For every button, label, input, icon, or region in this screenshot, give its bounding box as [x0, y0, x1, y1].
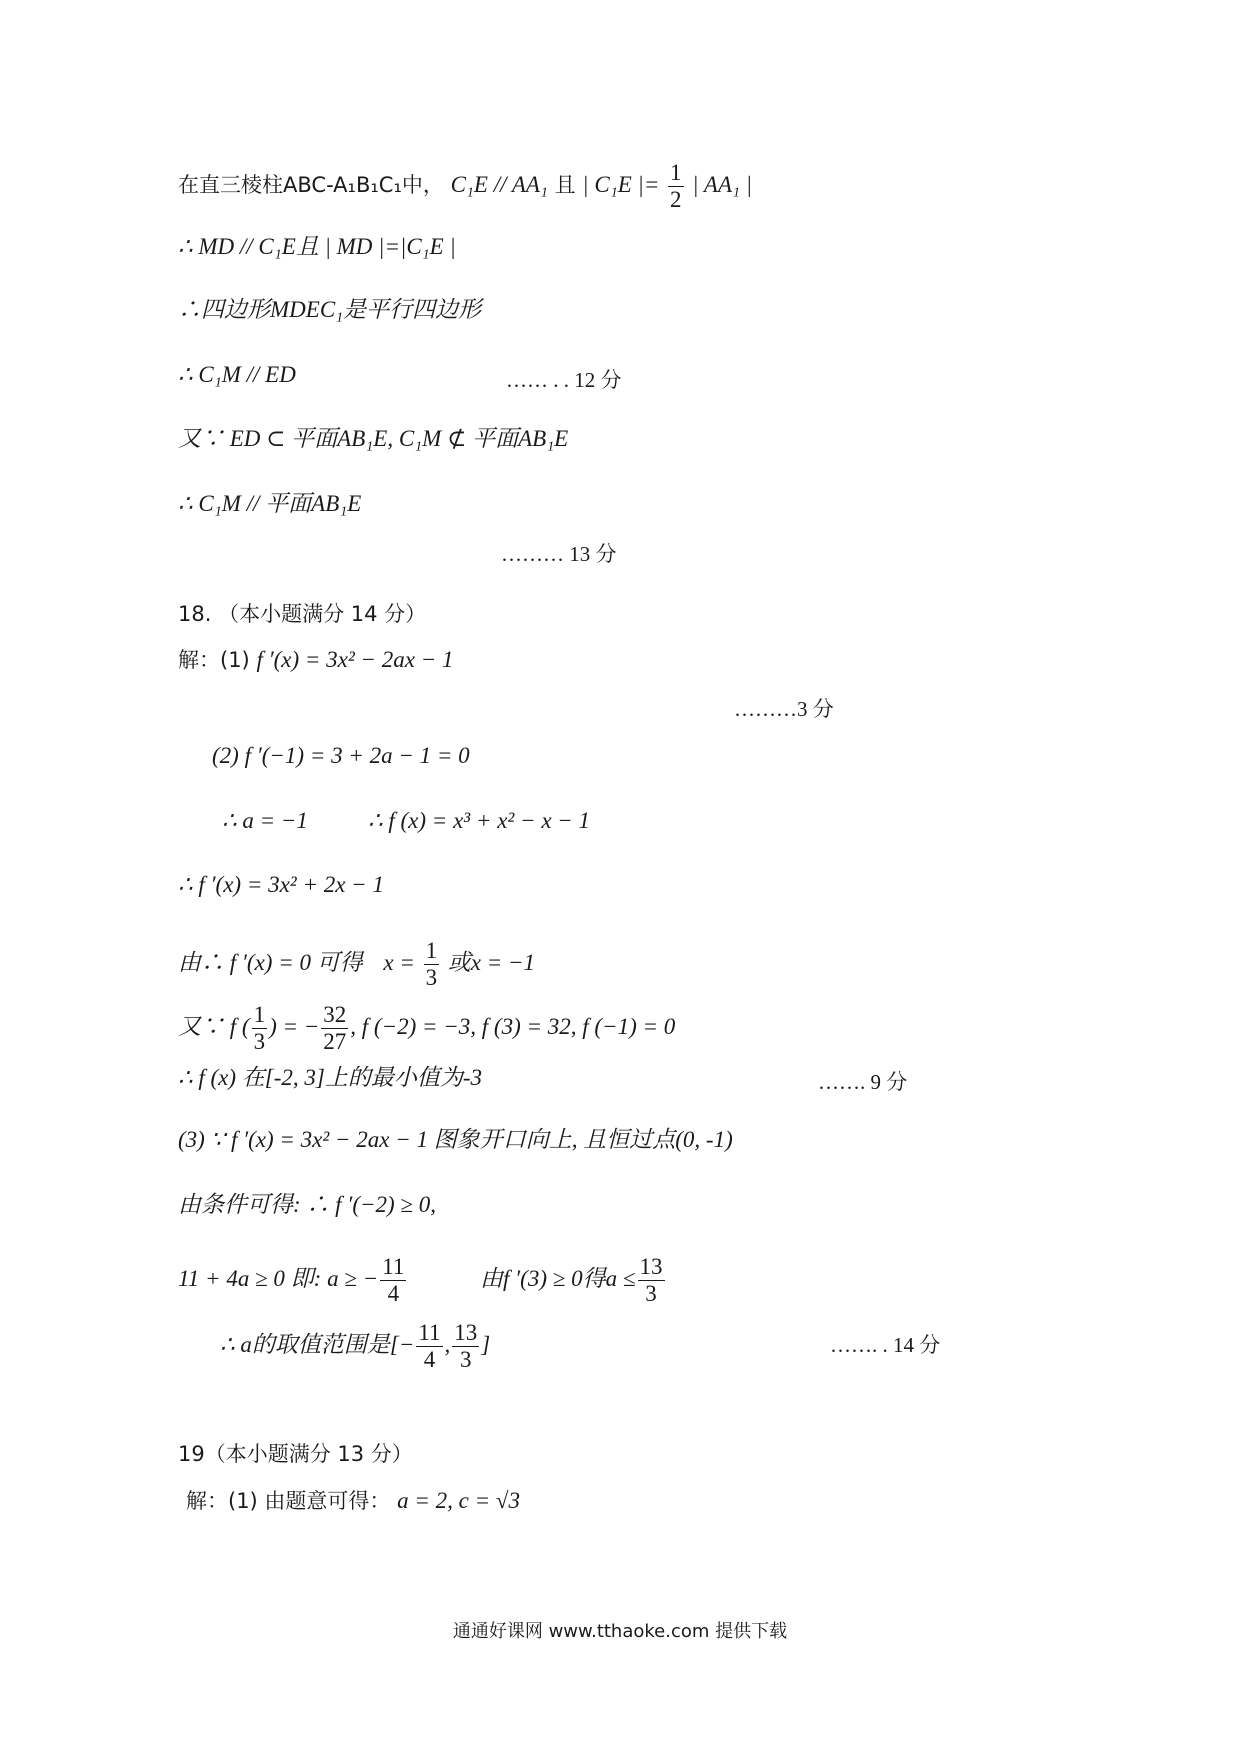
fraction-numerator: 13 — [454, 1320, 478, 1345]
text-line — [480, 1254, 667, 1307]
score-marker: …… . . 12 分 — [506, 368, 622, 392]
math-expression: ∴ f (x) = x³ + x² − x − 1 — [368, 808, 591, 833]
math-expression: | C₁E |= — [582, 172, 660, 197]
fraction — [424, 938, 440, 991]
text-line — [220, 1320, 490, 1373]
fraction — [252, 1002, 268, 1055]
text-line — [222, 806, 308, 836]
fraction-numerator: 11 — [418, 1320, 441, 1345]
math-line: ∴ f ′(x) = 3x² + 2x − 1 — [178, 872, 384, 897]
math-expression: f ′(x) = 3x² − 2ax − 1 — [256, 647, 454, 672]
fraction-denominator: 27 — [323, 1029, 347, 1054]
fraction-denominator: 3 — [645, 1281, 657, 1306]
math-line: 又∵ ED ⊂ 平面AB₁E, C₁M ⊄ 平面AB₁E — [178, 426, 569, 451]
fraction-denominator: 4 — [423, 1347, 436, 1372]
fraction-denominator: 3 — [253, 1029, 266, 1054]
math-expression: 由f ′(3) ≥ 0得a ≤ — [480, 1266, 636, 1291]
fraction-denominator: 4 — [387, 1281, 400, 1306]
page-footer: 通通好课网 www.tthaoke.com 提供下载 — [452, 1621, 788, 1642]
text-line — [178, 938, 535, 991]
math-expression: C₁E // AA₁ — [450, 172, 548, 197]
text-line — [178, 1002, 675, 1055]
math-expression: ) = − — [269, 1014, 320, 1039]
fraction-numerator: 32 — [323, 1002, 347, 1027]
math-expression: x = — [383, 950, 415, 975]
question-heading: 19（本小题满分 13 分） — [178, 1442, 413, 1466]
fraction-denominator: 3 — [460, 1347, 472, 1372]
question-heading: 18. （本小题满分 14 分） — [178, 602, 427, 626]
math-expression: 或x = −1 — [447, 950, 536, 975]
math-line: (2) f ′(−1) = 3 + 2a − 1 = 0 — [212, 743, 470, 768]
math-expression: , — [444, 1332, 451, 1357]
math-expression: 11 + 4a ≥ 0 即: a ≥ − — [178, 1266, 379, 1291]
fraction-numerator: 13 — [639, 1254, 663, 1279]
text-segment: 且 — [554, 173, 576, 197]
math-expression: , f (−2) = −3, f (3) = 32, f (−1) = 0 — [350, 1014, 676, 1039]
fraction — [321, 1002, 348, 1055]
fraction-numerator: 1 — [425, 938, 438, 963]
math-expression: | AA₁ | — [692, 172, 753, 197]
math-expression: 由∴ f ′(x) = 0 可得 — [178, 950, 363, 975]
fraction-denominator: 3 — [425, 965, 438, 990]
score-marker: ……… 13 分 — [501, 542, 617, 566]
fraction-denominator: 2 — [670, 187, 682, 212]
fraction-numerator: 11 — [382, 1254, 405, 1279]
text-segment: 解：(1) — [178, 648, 250, 672]
score-marker: ……. . 14 分 — [830, 1333, 941, 1357]
math-expression: ∴ a的取值范围是[− — [220, 1332, 415, 1357]
text-line — [368, 806, 590, 836]
math-line: ∴四边形MDEC₁是平行四边形 — [178, 297, 482, 322]
math-expression: 又∵ f ( — [178, 1014, 250, 1039]
text-segment: 在直三棱柱ABC-A₁B₁C₁中， — [178, 173, 444, 197]
fraction — [380, 1254, 406, 1307]
fraction — [638, 1254, 665, 1307]
text-line — [178, 645, 454, 675]
fraction-numerator: 1 — [670, 160, 682, 185]
text-line — [186, 1486, 520, 1516]
text-line — [178, 1254, 408, 1307]
text-segment: 解：(1) 由题意可得： — [186, 1489, 391, 1513]
math-expression: a = 2, c = √3 — [397, 1488, 520, 1513]
math-line: ∴ C₁M // ED — [178, 362, 296, 387]
math-line: (3) ∵ f ′(x) = 3x² − 2ax − 1 图象开口向上, 且恒过点(0, -1) — [178, 1127, 733, 1152]
math-expression: ∴ a = −1 — [222, 808, 308, 833]
score-marker: ………3 分 — [734, 697, 834, 721]
fraction — [452, 1320, 479, 1373]
fraction — [668, 160, 684, 213]
math-expression: ] — [481, 1332, 491, 1357]
math-line: ∴ f (x) 在[-2, 3]上的最小值为-3 — [178, 1065, 483, 1090]
fraction-numerator: 1 — [253, 1002, 266, 1027]
math-line: ∴ C₁M // 平面AB₁E — [178, 491, 362, 516]
math-line: ∴ MD // C₁E且 | MD |=|C₁E | — [178, 234, 456, 259]
text-line — [178, 160, 752, 213]
math-line: 由条件可得: ∴ f ′(−2) ≥ 0, — [178, 1192, 437, 1217]
score-marker: ……. 9 分 — [818, 1070, 908, 1094]
fraction — [416, 1320, 442, 1373]
